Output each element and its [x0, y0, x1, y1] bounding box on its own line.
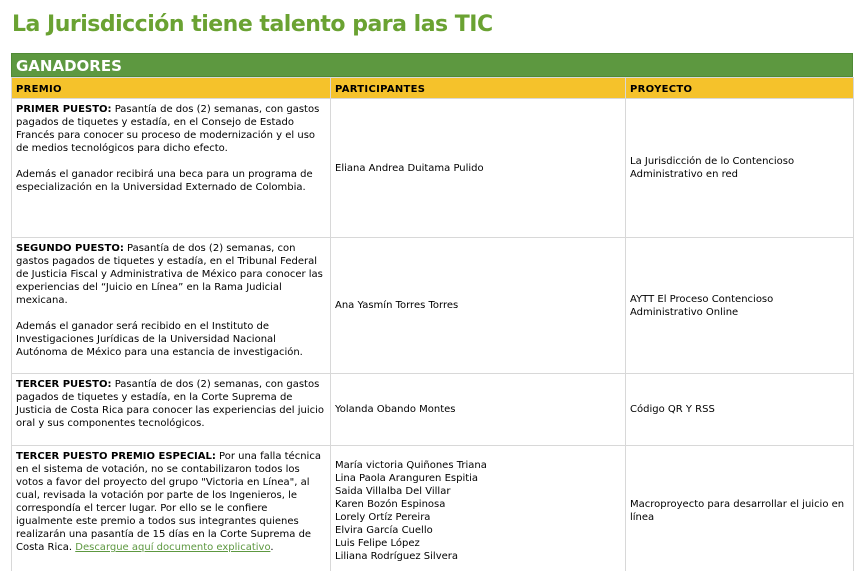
prize-label: SEGUNDO PUESTO: — [16, 243, 124, 254]
prize-cell — [12, 374, 331, 446]
participants-cell — [331, 238, 626, 374]
participant-name: Liliana Rodríguez Silvera — [335, 550, 459, 562]
participant-name: Lorely Ortíz Pereira — [335, 511, 431, 523]
table-row-second-place — [12, 238, 854, 374]
prize-extra: Además el ganador recibirá una beca para un programa de especialización en la Universidad Externado de Colombia. — [16, 169, 313, 193]
participant-name: Saida Villalba Del Villar — [335, 485, 451, 497]
prize-extra: Además el ganador será recibido en el Instituto de Investigaciones Jurídicas de la Universidad Nacional Autónoma de México para una estancia de investigación. — [16, 321, 303, 358]
participants-cell — [331, 446, 626, 571]
column-header-project: PROYECTO — [626, 78, 854, 99]
project-cell: Macroproyecto para desarrollar el juicio en línea — [626, 446, 854, 571]
participant-name: Elvira García Cuello — [335, 524, 433, 536]
page-title: La Jurisdicción tiene talento para las TIC — [12, 12, 493, 37]
winners-table-container — [11, 53, 853, 571]
table-row-third-place — [12, 374, 854, 446]
participant-name: Yolanda Obando Montes — [335, 404, 456, 415]
prize-cell — [12, 238, 331, 374]
participant-name: Eliana Andrea Duitama Pulido — [335, 162, 484, 174]
section-header-winners: GANADORES — [11, 53, 853, 77]
prize-description — [16, 242, 326, 307]
participant-name: María victoria Quiñones Triana — [335, 459, 487, 471]
table-row-first-place — [12, 99, 854, 238]
prize-cell — [12, 99, 331, 238]
prize-description — [16, 103, 326, 155]
prize-text: Por una falla técnica en el sistema de votación, no se contabilizaron todos los votos a favor del proyecto del grupo "Victoria en Línea", al cual, revisada la votación por parte de los Ingenieros, le correspondía el tercer lugar. Por ello se le confiere igualmente este premio a todos sus integrantes quienes realizarán una pasantía de 15 días en la Corte Suprema de Costa Rica. — [16, 451, 321, 553]
project-cell: La Jurisdicción de lo Contencioso Administrativo en red — [626, 99, 854, 238]
prize-description — [16, 378, 326, 430]
participant-name: Lina Paola Aranguren Espitia — [335, 472, 479, 484]
project-cell: Código QR Y RSS — [626, 374, 854, 446]
prize-label: TERCER PUESTO PREMIO ESPECIAL: — [16, 451, 216, 462]
column-header-participants: PARTICIPANTES — [331, 78, 626, 99]
prize-tail: . — [270, 542, 274, 553]
winners-table — [11, 77, 854, 571]
table-header-row — [12, 78, 854, 99]
participants-cell — [331, 99, 626, 238]
participant-name: Karen Bozón Espinosa — [335, 498, 446, 510]
project-cell: AYTT El Proceso Contencioso Administrativo Online — [626, 238, 854, 374]
participant-name: Ana Yasmín Torres Torres — [335, 300, 459, 311]
prize-description — [16, 450, 326, 554]
participants-cell — [331, 374, 626, 446]
prize-cell — [12, 446, 331, 571]
prize-label: PRIMER PUESTO: — [16, 104, 112, 115]
download-document-link[interactable]: Descargue aquí documento explicativo — [75, 542, 271, 553]
participant-name: Luis Felipe López — [335, 537, 420, 549]
prize-text: Pasantía de dos (2) semanas, con gastos pagados de tiquetes y estadía, en el Tribunal Federal de Justicia Fiscal y Administrativa de México para conocer las experiencias del “Juicio en Línea” en la Rama Judicial mexicana. — [16, 243, 323, 306]
prize-text: Pasantía de dos (2) semanas, con gastos pagados de tiquetes y estadía, en la Corte Suprema de Justicia de Costa Rica para conocer las experiencias del juicio oral y sus componentes tecnológicos. — [16, 379, 325, 429]
table-row-special-third-place — [12, 446, 854, 571]
column-header-prize: PREMIO — [12, 78, 331, 99]
prize-text: Pasantía de dos (2) semanas, con gastos pagados de tiquetes y estadía, en el Consejo de Estado Francés para conocer su proceso de modernización y el uso de medios tecnológicos para dicho efecto. — [16, 104, 320, 154]
prize-label: TERCER PUESTO: — [16, 379, 112, 390]
